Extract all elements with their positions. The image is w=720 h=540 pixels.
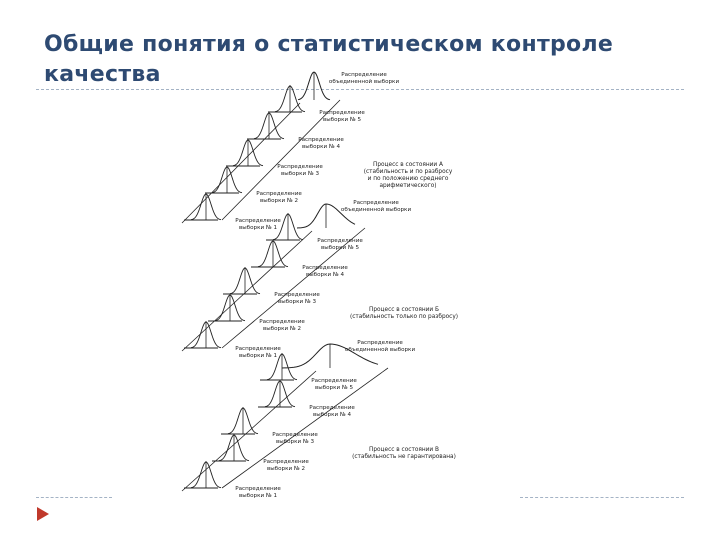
sample-distribution-label: Распределение выборки № 2 [256,191,302,204]
sample-distribution-label: Распределение выборки № 3 [272,432,318,445]
axis-diagonal-left [182,231,312,351]
sample-distribution-label: Распределение выборки № 4 [298,137,344,150]
distribution-panel-1 [182,72,453,231]
sample-distribution-label: Распределение выборки № 5 [317,238,363,251]
footer-divider-right [520,497,684,498]
combined-distribution-label: Распределение объединенной выборки [340,200,412,213]
process-state-label: Процесс в состоянии Б (стабильность только по разбросу) [349,307,459,320]
sample-distribution-label: Распределение выборки № 1 [235,218,281,231]
process-state-label: Процесс в состоянии В (стабильность не гарантирована) [352,447,456,460]
sample-distribution-label: Распределение выборки № 4 [302,265,348,278]
footer-divider-left [36,497,112,498]
axis-diagonal-left [182,371,316,491]
sample-distribution-label: Распределение выборки № 3 [274,292,320,305]
sample-distribution-label: Распределение выборки № 5 [311,378,357,391]
distribution-panel-3 [182,340,456,499]
distribution-panel-2 [182,200,458,359]
axis-diagonal-left [182,103,300,223]
triangle-right-icon[interactable] [36,507,49,521]
process-state-label: Процесс в состоянии А (стабильность и по разбросу и по положению среднего арифметического) [363,162,453,189]
sample-distribution-label: Распределение выборки № 1 [235,346,281,359]
combined-distribution-label: Распределение объединенной выборки [344,340,416,353]
sample-distribution-label: Распределение выборки № 3 [277,164,323,177]
sample-distribution-label: Распределение выборки № 2 [259,319,305,332]
sample-distribution-label: Распределение выборки № 2 [263,459,309,472]
sample-distribution-label: Распределение выборки № 5 [319,110,365,123]
sample-distribution-label: Распределение выборки № 1 [235,486,281,499]
slide-title: Общие понятия о статистическом контроле качества [44,32,614,87]
sample-distribution-label: Распределение выборки № 4 [309,405,355,418]
combined-distribution-label: Распределение объединенной выборки [328,72,400,85]
